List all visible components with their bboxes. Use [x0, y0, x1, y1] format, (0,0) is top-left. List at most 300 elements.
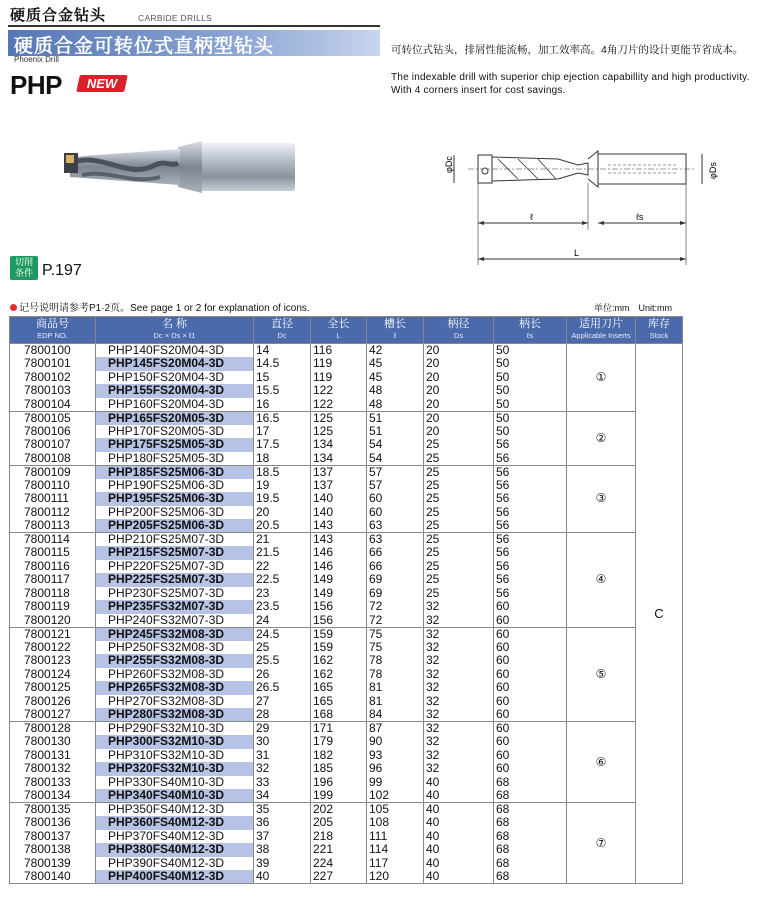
- flute-length: 114: [367, 843, 424, 857]
- product-name: PHP370FS40M12-3D: [96, 830, 254, 844]
- total-length: 205: [311, 816, 367, 830]
- edp-no: 7800121: [10, 627, 96, 641]
- header-ds: 柄径 Ds: [424, 317, 494, 344]
- product-name: PHP245FS32M08-3D: [96, 627, 254, 641]
- product-name: PHP145FS20M04-3D: [96, 357, 254, 371]
- edp-no: 7800132: [10, 762, 96, 776]
- edp-no: 7800107: [10, 438, 96, 452]
- shank-diameter: 40: [424, 816, 494, 830]
- shank-length: 50: [494, 411, 567, 425]
- diameter: 21: [254, 533, 311, 547]
- total-length: 165: [311, 681, 367, 695]
- flute-length: 108: [367, 816, 424, 830]
- applicable-insert: ⑤: [567, 627, 636, 722]
- edp-no: 7800110: [10, 479, 96, 493]
- diameter: 25.5: [254, 654, 311, 668]
- header-edp-en: EDP NO.: [37, 331, 68, 340]
- diameter: 21.5: [254, 546, 311, 560]
- total-length: 218: [311, 830, 367, 844]
- cutting-badge-line2: 条件: [14, 268, 33, 278]
- product-name: PHP140FS20M04-3D: [96, 344, 254, 358]
- icon-note: [10, 299, 310, 314]
- header-dc-en: Dc: [277, 331, 287, 340]
- edp-no: 7800109: [10, 465, 96, 479]
- shank-diameter: 25: [424, 479, 494, 493]
- diameter: 28: [254, 708, 311, 722]
- shank-length: 50: [494, 357, 567, 371]
- shank-diameter: 20: [424, 398, 494, 412]
- shank-diameter: 32: [424, 654, 494, 668]
- header-name-en: Dc × Ds × ℓ1: [153, 331, 196, 340]
- diameter: 18: [254, 452, 311, 466]
- shank-diameter: 25: [424, 465, 494, 479]
- flute-length: 81: [367, 695, 424, 709]
- diameter: 23.5: [254, 600, 311, 614]
- applicable-insert: ④: [567, 533, 636, 628]
- shank-length: 68: [494, 803, 567, 817]
- total-length: 134: [311, 438, 367, 452]
- edp-no: 7800115: [10, 546, 96, 560]
- product-name: PHP390FS40M12-3D: [96, 857, 254, 871]
- diameter: 26.5: [254, 681, 311, 695]
- edp-no: 7800119: [10, 600, 96, 614]
- product-name: PHP320FS32M10-3D: [96, 762, 254, 776]
- diameter: 17.5: [254, 438, 311, 452]
- shank-length: 68: [494, 816, 567, 830]
- shank-diameter: 32: [424, 695, 494, 709]
- product-title-en: Phoenix Drill: [14, 55, 59, 64]
- icon-note-text: 记号说明请参考P1·2页。See page 1 or 2 for explanation of icons.: [19, 303, 310, 314]
- table-row: [10, 465, 683, 479]
- cutting-condition-page[interactable]: P.197: [42, 262, 82, 279]
- edp-no: 7800112: [10, 506, 96, 520]
- table-row: [10, 803, 683, 817]
- diameter: 23: [254, 587, 311, 601]
- product-name: PHP180FS25M05-3D: [96, 452, 254, 466]
- edp-no: 7800123: [10, 654, 96, 668]
- shank-diameter: 20: [424, 411, 494, 425]
- shank-length: 56: [494, 492, 567, 506]
- shank-diameter: 40: [424, 870, 494, 884]
- shank-length: 60: [494, 722, 567, 736]
- product-name: PHP230FS25M07-3D: [96, 587, 254, 601]
- shank-diameter: 40: [424, 843, 494, 857]
- shank-length: 56: [494, 546, 567, 560]
- total-length: 159: [311, 627, 367, 641]
- header-flute-en: ℓ: [393, 331, 397, 340]
- shank-length: 56: [494, 560, 567, 574]
- shank-diameter: 32: [424, 722, 494, 736]
- edp-no: 7800113: [10, 519, 96, 533]
- shank-diameter: 25: [424, 546, 494, 560]
- product-name: PHP380FS40M12-3D: [96, 843, 254, 857]
- flute-length: 90: [367, 735, 424, 749]
- flute-length: 84: [367, 708, 424, 722]
- shank-length: 56: [494, 519, 567, 533]
- table-row: [10, 344, 683, 358]
- diameter: 20: [254, 506, 311, 520]
- total-length: 125: [311, 411, 367, 425]
- applicable-insert: ③: [567, 465, 636, 533]
- edp-no: 7800108: [10, 452, 96, 466]
- shank-diameter: 25: [424, 492, 494, 506]
- shank-length: 56: [494, 452, 567, 466]
- edp-no: 7800118: [10, 587, 96, 601]
- header-insert: 适用刀片 Applicable Inserts: [567, 317, 636, 344]
- header-length: 全长 L: [311, 317, 367, 344]
- diameter: 35: [254, 803, 311, 817]
- shank-length: 60: [494, 708, 567, 722]
- diameter: 22.5: [254, 573, 311, 587]
- applicable-insert: ②: [567, 411, 636, 465]
- shank-diameter: 25: [424, 452, 494, 466]
- applicable-insert: ①: [567, 344, 636, 412]
- diameter: 34: [254, 789, 311, 803]
- edp-no: 7800138: [10, 843, 96, 857]
- edp-no: 7800128: [10, 722, 96, 736]
- shank-length: 56: [494, 465, 567, 479]
- shank-length: 60: [494, 668, 567, 682]
- total-length: 162: [311, 654, 367, 668]
- total-length: 185: [311, 762, 367, 776]
- diameter: 20.5: [254, 519, 311, 533]
- product-name: PHP200FS25M06-3D: [96, 506, 254, 520]
- product-name: PHP240FS32M07-3D: [96, 614, 254, 628]
- flute-length: 60: [367, 506, 424, 520]
- product-name: PHP215FS25M07-3D: [96, 546, 254, 560]
- edp-no: 7800116: [10, 560, 96, 574]
- flute-length: 42: [367, 344, 424, 358]
- flute-length: 72: [367, 600, 424, 614]
- product-name: PHP265FS32M08-3D: [96, 681, 254, 695]
- flute-length: 75: [367, 641, 424, 655]
- shank-diameter: 20: [424, 384, 494, 398]
- flute-length: 51: [367, 425, 424, 439]
- product-name: PHP330FS40M10-3D: [96, 776, 254, 790]
- diameter: 36: [254, 816, 311, 830]
- shank-length: 68: [494, 843, 567, 857]
- total-length: 202: [311, 803, 367, 817]
- shank-diameter: 25: [424, 587, 494, 601]
- shank-length: 56: [494, 533, 567, 547]
- diameter: 38: [254, 843, 311, 857]
- edp-no: 7800126: [10, 695, 96, 709]
- shank-length: 50: [494, 398, 567, 412]
- shank-diameter: 32: [424, 762, 494, 776]
- shank-length: 50: [494, 384, 567, 398]
- shank-diameter: 25: [424, 560, 494, 574]
- total-length: 116: [311, 344, 367, 358]
- shank-diameter: 20: [424, 344, 494, 358]
- shank-length: 60: [494, 641, 567, 655]
- header-rule: [8, 25, 380, 27]
- diameter: 22: [254, 560, 311, 574]
- header-edp: 商品号 EDP NO.: [10, 317, 96, 344]
- total-length: 179: [311, 735, 367, 749]
- shank-diameter: 32: [424, 627, 494, 641]
- stock-code: C: [636, 344, 683, 884]
- shank-diameter: 40: [424, 776, 494, 790]
- flute-length: 60: [367, 492, 424, 506]
- product-name: PHP155FS20M04-3D: [96, 384, 254, 398]
- total-length: 168: [311, 708, 367, 722]
- new-badge: [76, 75, 128, 92]
- table-row: [10, 627, 683, 641]
- flute-length: 54: [367, 438, 424, 452]
- diameter: 24: [254, 614, 311, 628]
- product-name: PHP190FS25M06-3D: [96, 479, 254, 493]
- diameter: 17: [254, 425, 311, 439]
- edp-no: 7800117: [10, 573, 96, 587]
- shank-diameter: 32: [424, 681, 494, 695]
- product-name: PHP340FS40M10-3D: [96, 789, 254, 803]
- flute-length: 54: [367, 452, 424, 466]
- diameter: 37: [254, 830, 311, 844]
- product-name: PHP250FS32M08-3D: [96, 641, 254, 655]
- edp-no: 7800127: [10, 708, 96, 722]
- header-stock-en: Stock: [649, 331, 669, 340]
- table-body: [10, 344, 683, 884]
- diameter: 19.5: [254, 492, 311, 506]
- diameter: 25: [254, 641, 311, 655]
- header-stock: 库存 Stock: [636, 317, 683, 344]
- flute-length: 96: [367, 762, 424, 776]
- product-name: PHP270FS32M08-3D: [96, 695, 254, 709]
- total-length: 119: [311, 357, 367, 371]
- dim-length-label: L: [574, 248, 580, 258]
- flute-length: 72: [367, 614, 424, 628]
- diameter: 33: [254, 776, 311, 790]
- total-length: 125: [311, 425, 367, 439]
- diameter: 27: [254, 695, 311, 709]
- flute-length: 66: [367, 546, 424, 560]
- shank-diameter: 25: [424, 573, 494, 587]
- flute-length: 69: [367, 573, 424, 587]
- header-flute: 槽长 ℓ: [367, 317, 424, 344]
- shank-diameter: 32: [424, 641, 494, 655]
- product-name: PHP235FS32M07-3D: [96, 600, 254, 614]
- description-en: The indexable drill with superior chip ejection capabillity and high productivity. With 4 corners insert for cost savings.: [391, 72, 750, 96]
- shank-length: 50: [494, 344, 567, 358]
- shank-diameter: 25: [424, 438, 494, 452]
- header-dc: 直径 Dc: [254, 317, 311, 344]
- flute-length: 57: [367, 479, 424, 493]
- edp-no: 7800136: [10, 816, 96, 830]
- total-length: 140: [311, 492, 367, 506]
- flute-length: 51: [367, 411, 424, 425]
- red-dot-icon: [10, 304, 17, 311]
- category-title: 硬质合金钻头: [10, 7, 107, 24]
- shank-length: 50: [494, 371, 567, 385]
- total-length: 119: [311, 371, 367, 385]
- product-name: PHP225FS25M07-3D: [96, 573, 254, 587]
- flute-length: 99: [367, 776, 424, 790]
- unit-label: 单位:mm Unit:mm: [594, 303, 672, 313]
- diameter: 29: [254, 722, 311, 736]
- shank-length: 56: [494, 573, 567, 587]
- edp-no: 7800131: [10, 749, 96, 763]
- edp-no: 7800120: [10, 614, 96, 628]
- product-name: PHP195FS25M06-3D: [96, 492, 254, 506]
- product-name: PHP280FS32M08-3D: [96, 708, 254, 722]
- shank-length: 60: [494, 749, 567, 763]
- total-length: 196: [311, 776, 367, 790]
- diameter: 16.5: [254, 411, 311, 425]
- shank-length: 56: [494, 438, 567, 452]
- header-ds-en: Ds: [453, 331, 464, 340]
- flute-length: 45: [367, 371, 424, 385]
- edp-no: 7800111: [10, 492, 96, 506]
- product-name: PHP255FS32M08-3D: [96, 654, 254, 668]
- flute-length: 87: [367, 722, 424, 736]
- shank-length: 60: [494, 627, 567, 641]
- total-length: 156: [311, 600, 367, 614]
- shank-length: 50: [494, 425, 567, 439]
- diameter: 40: [254, 870, 311, 884]
- total-length: 134: [311, 452, 367, 466]
- shank-diameter: 20: [424, 357, 494, 371]
- shank-length: 68: [494, 830, 567, 844]
- edp-no: 7800105: [10, 411, 96, 425]
- total-length: 182: [311, 749, 367, 763]
- flute-length: 102: [367, 789, 424, 803]
- product-name: PHP170FS20M05-3D: [96, 425, 254, 439]
- shank-diameter: 40: [424, 830, 494, 844]
- total-length: 122: [311, 384, 367, 398]
- shank-length: 60: [494, 681, 567, 695]
- shank-diameter: 25: [424, 533, 494, 547]
- edp-no: 7800130: [10, 735, 96, 749]
- shank-length: 56: [494, 479, 567, 493]
- drill-photo: [60, 135, 330, 205]
- edp-no: 7800122: [10, 641, 96, 655]
- total-length: 146: [311, 560, 367, 574]
- shank-diameter: 32: [424, 600, 494, 614]
- product-name: PHP165FS20M05-3D: [96, 411, 254, 425]
- product-name: PHP400FS40M12-3D: [96, 870, 254, 884]
- flute-length: 78: [367, 668, 424, 682]
- product-title-banner: [8, 30, 380, 66]
- edp-no: 7800101: [10, 357, 96, 371]
- total-length: 122: [311, 398, 367, 412]
- diameter: 39: [254, 857, 311, 871]
- diameter: 26: [254, 668, 311, 682]
- shank-diameter: 32: [424, 749, 494, 763]
- product-name: PHP175FS25M05-3D: [96, 438, 254, 452]
- shank-diameter: 40: [424, 789, 494, 803]
- shank-diameter: 32: [424, 614, 494, 628]
- product-name: PHP220FS25M07-3D: [96, 560, 254, 574]
- diameter: 14: [254, 344, 311, 358]
- diameter: 14.5: [254, 357, 311, 371]
- description-zh: 可转位式钻头，排屑性能流畅，加工效率高。4角刀片的设计更能节省成本。: [391, 44, 744, 56]
- diameter: 19: [254, 479, 311, 493]
- edp-no: 7800104: [10, 398, 96, 412]
- shank-length: 68: [494, 870, 567, 884]
- diameter: 16: [254, 398, 311, 412]
- product-name: PHP185FS25M06-3D: [96, 465, 254, 479]
- edp-no: 7800139: [10, 857, 96, 871]
- edp-no: 7800135: [10, 803, 96, 817]
- flute-length: 45: [367, 357, 424, 371]
- shank-length: 68: [494, 789, 567, 803]
- flute-length: 63: [367, 519, 424, 533]
- product-name: PHP150FS20M04-3D: [96, 371, 254, 385]
- product-name: PHP360FS40M12-3D: [96, 816, 254, 830]
- product-name: PHP300FS32M10-3D: [96, 735, 254, 749]
- diameter: 24.5: [254, 627, 311, 641]
- total-length: 143: [311, 533, 367, 547]
- header-ls: 柄长 ℓs: [494, 317, 567, 344]
- shank-diameter: 32: [424, 708, 494, 722]
- total-length: 140: [311, 506, 367, 520]
- flute-length: 78: [367, 654, 424, 668]
- applicable-insert: ⑥: [567, 722, 636, 803]
- shank-length: 60: [494, 695, 567, 709]
- header-insert-en: Applicable Inserts: [571, 331, 631, 340]
- table-row: [10, 411, 683, 425]
- total-length: 156: [311, 614, 367, 628]
- applicable-insert: ⑦: [567, 803, 636, 884]
- diameter: 31: [254, 749, 311, 763]
- diameter: 32: [254, 762, 311, 776]
- shank-length: 60: [494, 614, 567, 628]
- shank-diameter: 20: [424, 425, 494, 439]
- product-name: PHP205FS25M06-3D: [96, 519, 254, 533]
- series-name: PHP: [10, 70, 62, 100]
- total-length: 171: [311, 722, 367, 736]
- total-length: 149: [311, 587, 367, 601]
- total-length: 137: [311, 479, 367, 493]
- shank-diameter: 25: [424, 519, 494, 533]
- total-length: 221: [311, 843, 367, 857]
- category-subtitle: CARBIDE DRILLS: [138, 13, 213, 23]
- flute-length: 48: [367, 384, 424, 398]
- shank-length: 60: [494, 654, 567, 668]
- total-length: 224: [311, 857, 367, 871]
- edp-no: 7800103: [10, 384, 96, 398]
- flute-length: 57: [367, 465, 424, 479]
- total-length: 227: [311, 870, 367, 884]
- edp-no: 7800133: [10, 776, 96, 790]
- flute-length: 93: [367, 749, 424, 763]
- edp-no: 7800114: [10, 533, 96, 547]
- table-row: [10, 533, 683, 547]
- flute-length: 69: [367, 587, 424, 601]
- shank-length: 68: [494, 776, 567, 790]
- product-name: PHP210FS25M07-3D: [96, 533, 254, 547]
- product-name: PHP290FS32M10-3D: [96, 722, 254, 736]
- edp-no: 7800125: [10, 681, 96, 695]
- flute-length: 117: [367, 857, 424, 871]
- total-length: 199: [311, 789, 367, 803]
- edp-no: 7800102: [10, 371, 96, 385]
- edp-no: 7800124: [10, 668, 96, 682]
- edp-no: 7800140: [10, 870, 96, 884]
- shank-length: 56: [494, 587, 567, 601]
- total-length: 137: [311, 465, 367, 479]
- dim-dc-label: φDc: [444, 156, 454, 173]
- dim-ds-label: φDs: [708, 162, 718, 179]
- total-length: 149: [311, 573, 367, 587]
- flute-length: 120: [367, 870, 424, 884]
- shank-diameter: 40: [424, 803, 494, 817]
- flute-length: 105: [367, 803, 424, 817]
- shank-length: 60: [494, 762, 567, 776]
- flute-length: 81: [367, 681, 424, 695]
- header-name: 名 称 Dc × Ds × ℓ1: [96, 317, 254, 344]
- header-length-en: L: [336, 331, 341, 340]
